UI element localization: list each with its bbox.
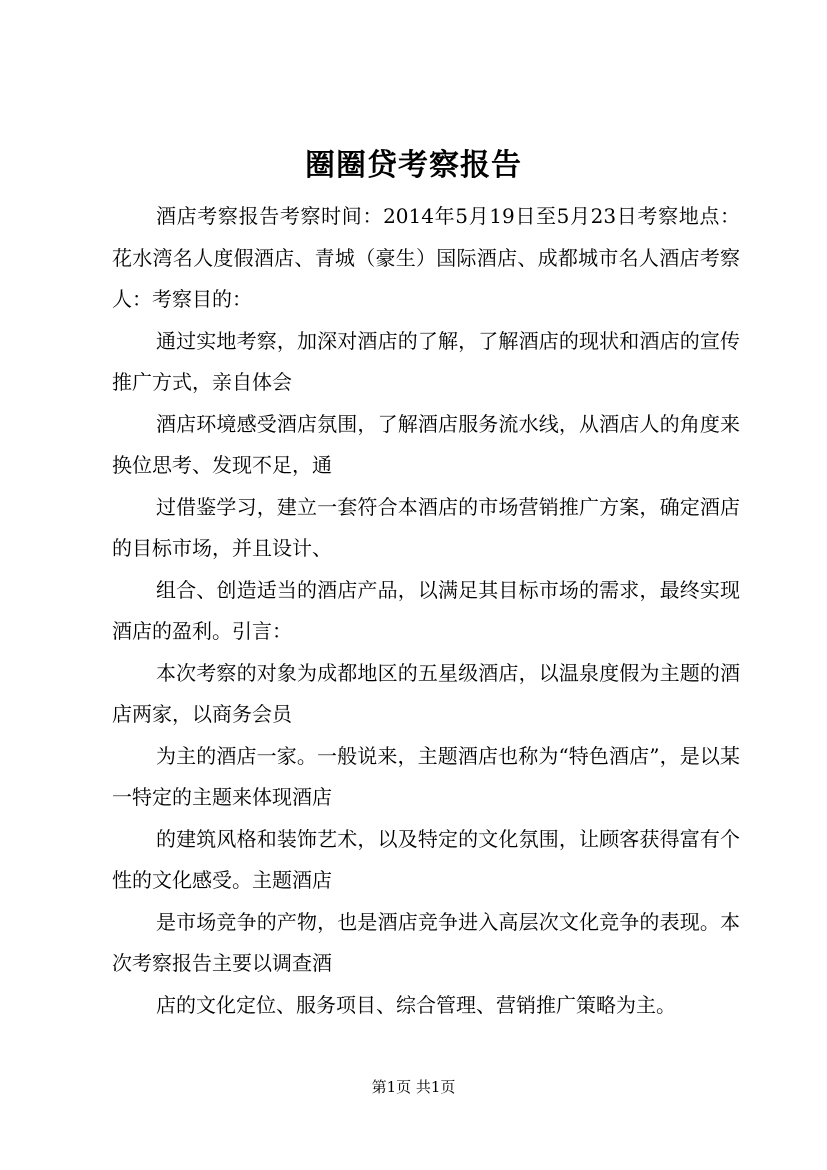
paragraph: 的建筑风格和装饰艺术，以及特定的文化氛围，让顾客获得富有个性的文化感受。主题酒店	[112, 826, 740, 892]
paragraph: 酒店考察报告考察时间：2014年5月19日至5月23日考察地点：花水湾名人度假酒店、青城（豪生）国际酒店、成都城市名人酒店考察人：考察目的：	[112, 204, 740, 311]
document-body	[112, 196, 740, 1026]
paragraph: 组合、创造适当的酒店产品，以满足其目标市场的需求，最终实现酒店的盈利。引言：	[112, 577, 740, 643]
paragraph: 本次考察的对象为成都地区的五星级酒店，以温泉度假为主题的酒店两家，以商务会员	[112, 660, 740, 726]
paragraph: 是市场竞争的产物，也是酒店竞争进入高层次文化竞争的表现。本次考察报告主要以调查酒	[112, 909, 740, 975]
document-title: 圈圈贷考察报告	[305, 148, 522, 183]
page-footer: 第1页 共1页	[371, 1078, 456, 1096]
paragraph: 过借鉴学习，建立一套符合本酒店的市场营销推广方案，确定酒店的目标市场，并且设计、	[112, 494, 740, 560]
paragraph: 为主的酒店一家。一般说来，主题酒店也称为“特色酒店”，是以某一特定的主题来体现酒店	[112, 743, 740, 809]
paragraph: 酒店环境感受酒店氛围，了解酒店服务流水线，从酒店人的角度来换位思考、发现不足，通	[112, 411, 740, 477]
paragraph: 店的文化定位、服务项目、综合管理、营销推广策略为主。	[156, 992, 676, 1017]
paragraph: 通过实地考察，加深对酒店的了解，了解酒店的现状和酒店的宣传推广方式，亲自体会	[112, 328, 740, 394]
